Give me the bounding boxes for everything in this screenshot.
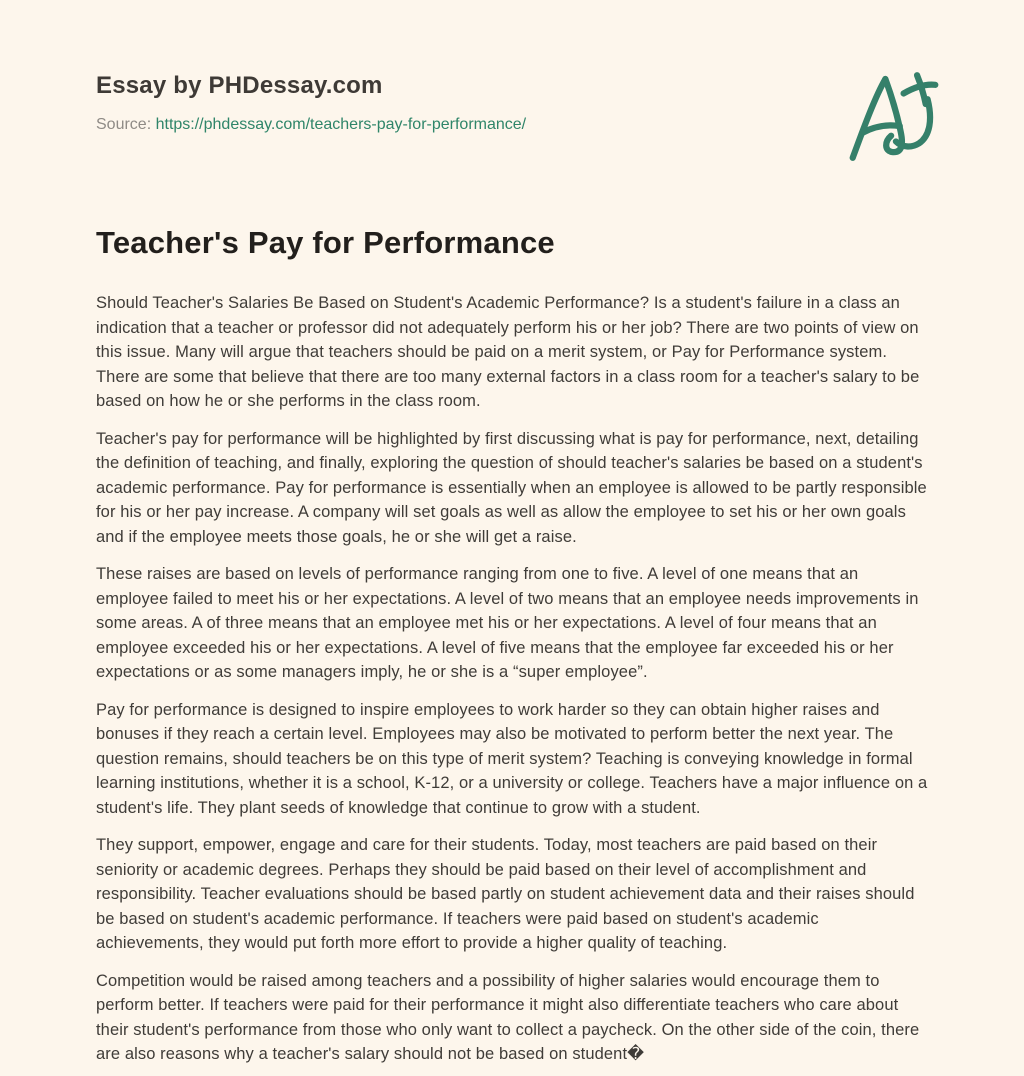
article-body: [96, 291, 928, 1067]
paragraph-1: Should Teacher's Salaries Be Based on Student's Academic Performance? Is a student's failure in a class an indication that a teacher or professor did not adequately perform his or her job? There are two points of view on this issue. Many will argue that teachers should be paid on a merit system, or Pay for Performance system. There are some that believe that there are too many external factors in a class room for a teacher's salary to be based on how he or she performs in the class room.: [96, 294, 920, 410]
source-line: [96, 116, 526, 134]
header-text-block: [96, 72, 526, 134]
source-url-link[interactable]: https://phdessay.com/teachers-pay-for-performance/: [155, 116, 527, 133]
paragraph-2: Teacher's pay for performance will be highlighted by first discussing what is pay for performance, next, detailing the definition of teaching, and finally, exploring the question of should teacher's salaries be based on a student's academic performance. Pay for performance is essentially when an employee is allowed to be partly responsible for his or her pay increase. A company will set goals as well as allow the employee to set his or her own goals and if the employee meets those goals, he or she will get a raise.: [96, 429, 927, 546]
page-header: [96, 0, 928, 165]
a-plus-logo-icon: [846, 68, 942, 165]
source-label: Source:: [96, 116, 152, 133]
brand-title: Essay by PHDessay.com: [96, 72, 383, 99]
article: [96, 225, 928, 1067]
paragraph-6: Competition would be raised among teachers and a possibility of higher salaries would encourage them to perform better. If teachers were paid for their performance it might also differentiate teachers who care about their student's performance from those who only want to collect a paycheck. On the other side of the coin, there are also reasons why a teacher's salary should not be based on student�: [96, 971, 920, 1063]
paragraph-3: These raises are based on levels of performance ranging from one to five. A level of one means that an employee failed to meet his or her expectations. A level of two means that an employee needs improvements in some areas. A of three means that an employee met his or her expectations. A level of four means that an employee exceeded his or her expectations. A level of five means that the employee far exceeded his or her expectations or as some managers imply, he or she is a “super employee”.: [96, 565, 919, 681]
paragraph-5: They support, empower, engage and care for their students. Today, most teachers are paid based on their seniority or academic degrees. Perhaps they should be paid based on their level of accomplishment and responsibility. Teacher evaluations should be based partly on student achievement data and their raises should be based on student's academic performance. If teachers were paid based on student's academic achievements, they would put forth more effort to provide a higher quality of teaching.: [96, 836, 915, 952]
article-title: Teacher's Pay for Performance: [96, 225, 555, 260]
paragraph-4: Pay for performance is designed to inspire employees to work harder so they can obtain higher raises and bonuses if they reach a certain level. Employees may also be motivated to perform better the next year. The question remains, should teachers be on this type of merit system? Teaching is conveying knowledge in formal learning institutions, whether it is a school, K-12, or a university or college. Teachers have a major influence on a student's life. They plant seeds of knowledge that continue to grow with a student.: [96, 700, 928, 817]
